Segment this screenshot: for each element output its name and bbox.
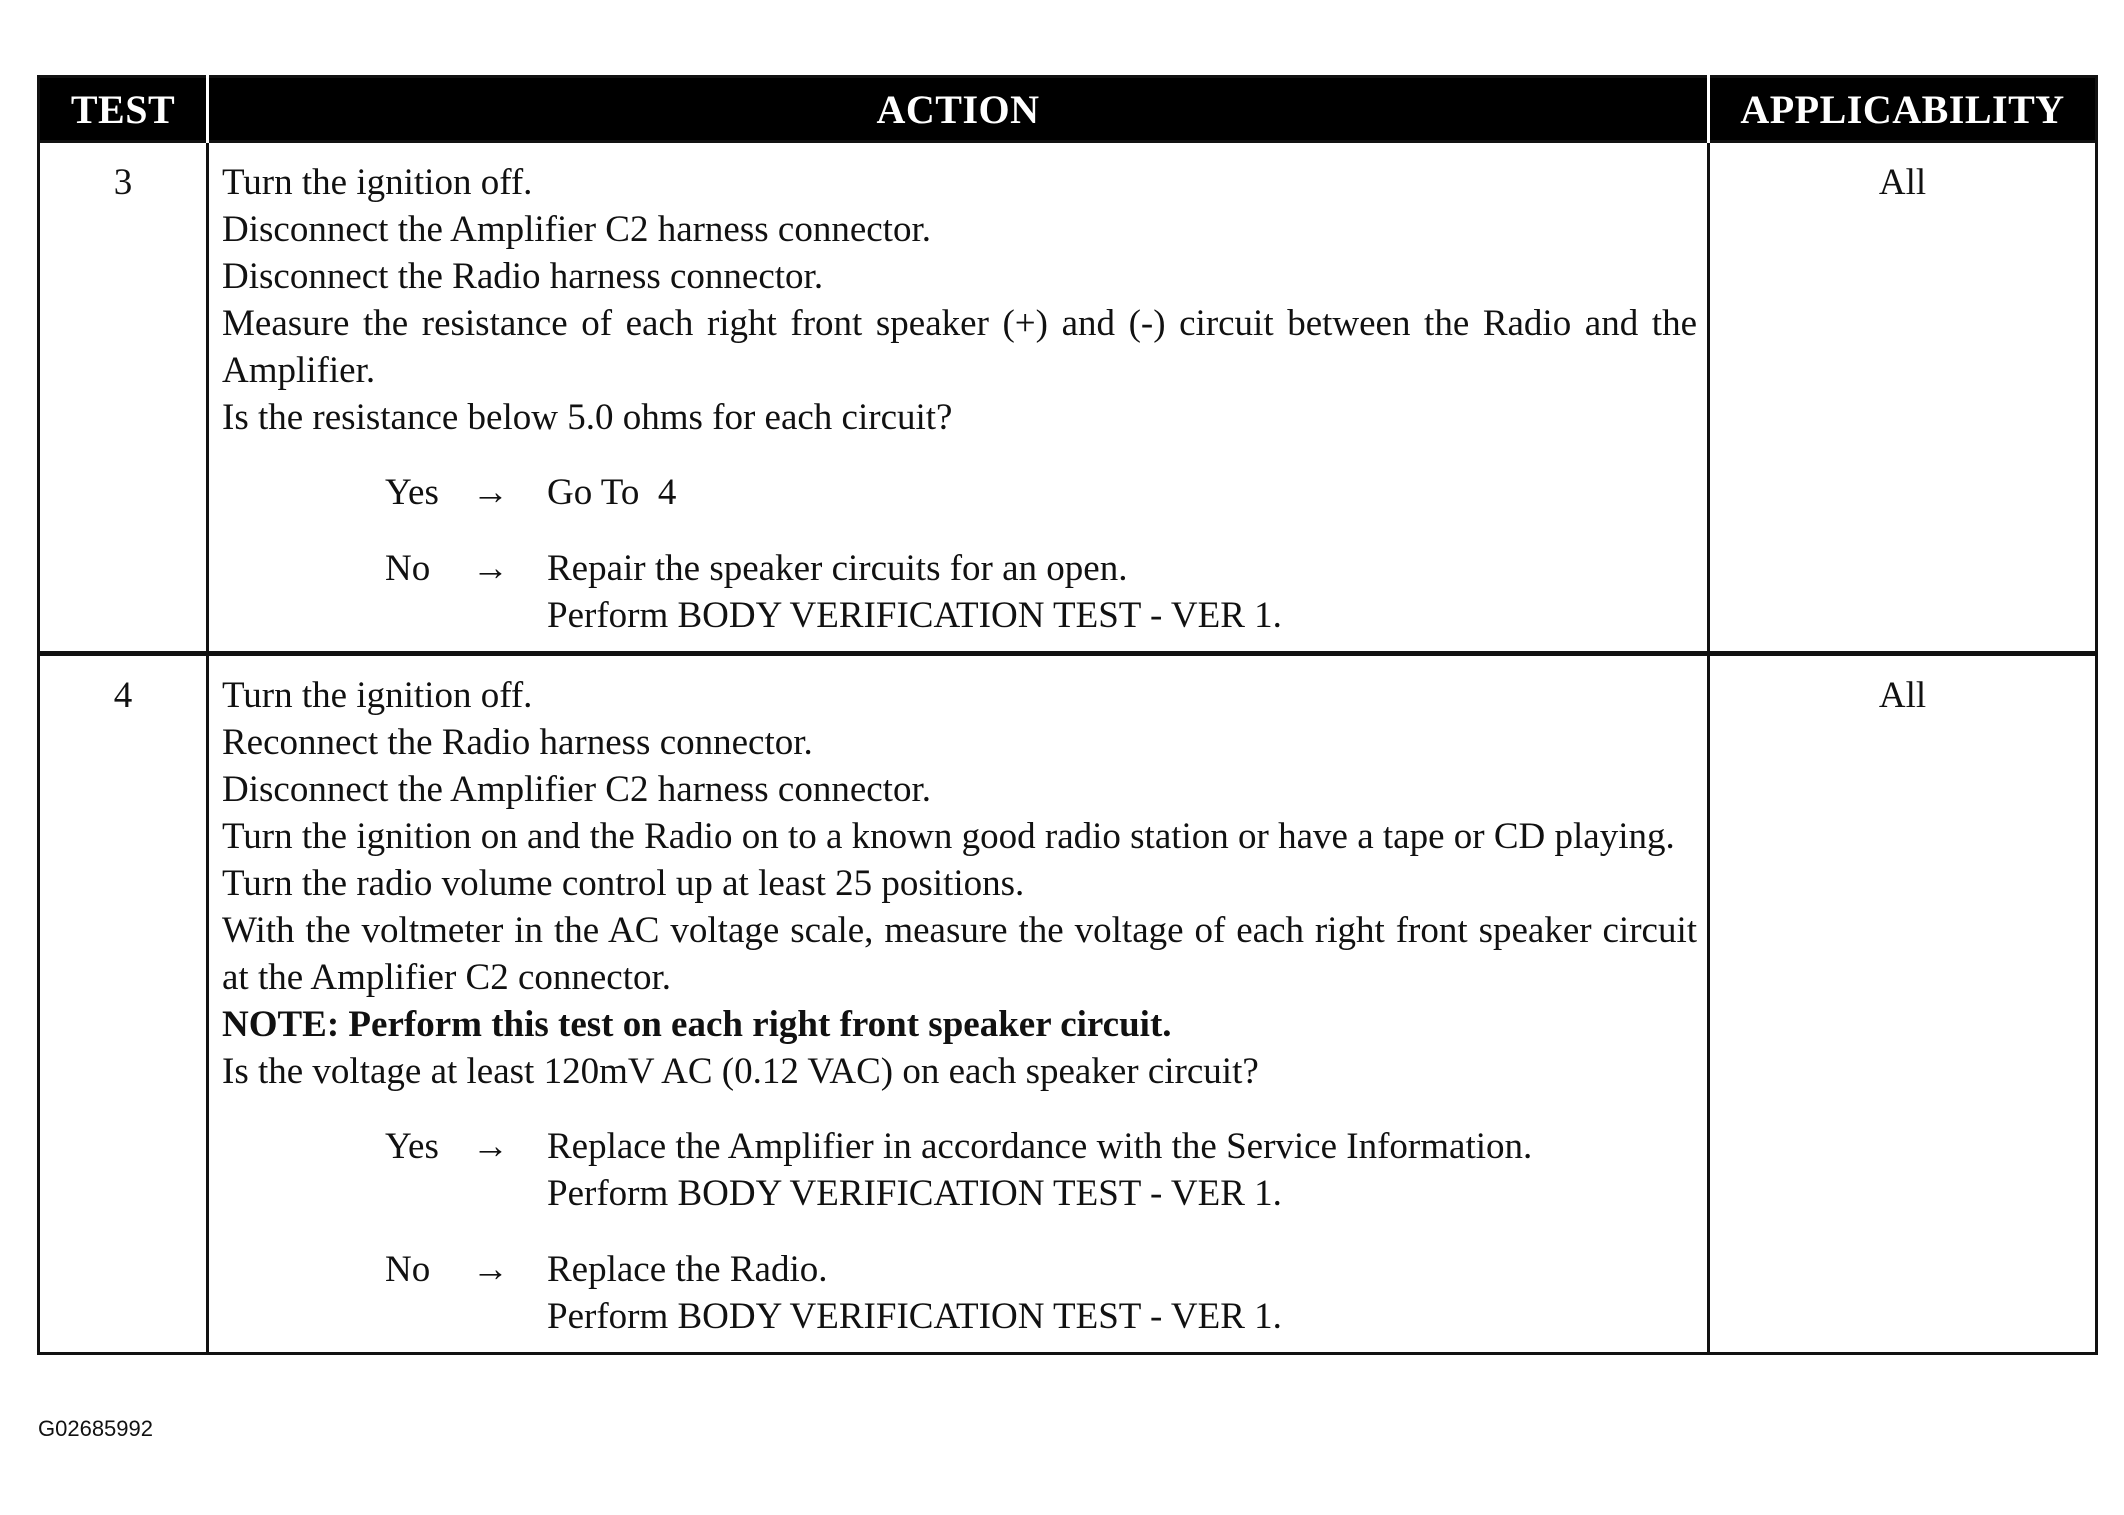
outcome-line: Go To 4: [547, 472, 677, 513]
decision-yes: [222, 469, 1697, 516]
yes-outcome: [547, 469, 1697, 516]
no-outcome: [547, 1246, 1697, 1340]
outcome-line: Repair the speaker circuits for an open.: [547, 548, 1128, 589]
action-step: Turn the ignition off.: [222, 675, 533, 716]
header-applicability: APPLICABILITY: [1709, 77, 2097, 142]
right-arrow-icon: →: [472, 472, 509, 513]
action-step: Measure the resistance of each right front speaker (+) and (-) circuit between the Radio and the Amplifier.: [222, 303, 1697, 391]
action-question: Is the voltage at least 120mV AC (0.12 VAC) on each speaker circuit?: [222, 1051, 1259, 1092]
yes-label: Yes: [385, 472, 439, 513]
action-step: Turn the radio volume control up at least 25 positions.: [222, 863, 1025, 904]
decision-no: [222, 545, 1697, 639]
applicability-value: All: [1709, 142, 2097, 654]
yes-label: Yes: [385, 1126, 439, 1167]
diagnostic-test-table: [37, 75, 2098, 1355]
no-label: No: [385, 548, 431, 589]
no-label: No: [385, 1249, 431, 1290]
table-row-test-4: [39, 654, 2097, 1354]
outcome-line: Replace the Amplifier in accordance with the Service Information.: [547, 1126, 1533, 1167]
outcome-line: Perform BODY VERIFICATION TEST - VER 1.: [547, 1296, 1282, 1337]
action-cell: [208, 654, 1709, 1354]
action-cell: [208, 142, 1709, 654]
header-test: TEST: [39, 77, 208, 142]
action-step: Disconnect the Radio harness connector.: [222, 256, 824, 297]
test-number: 4: [39, 654, 208, 1354]
decision-yes: [222, 1123, 1697, 1217]
action-step: Reconnect the Radio harness connector.: [222, 722, 813, 763]
note-text: NOTE: Perform this test on each right front speaker circuit.: [222, 1004, 1172, 1045]
no-outcome: [547, 545, 1697, 639]
action-question: Is the resistance below 5.0 ohms for each circuit?: [222, 397, 953, 438]
header-action: ACTION: [208, 77, 1709, 142]
applicability-value: All: [1709, 654, 2097, 1354]
action-step: Turn the ignition off.: [222, 162, 533, 203]
table-header: [39, 77, 2097, 142]
action-step: Disconnect the Amplifier C2 harness connector.: [222, 769, 931, 810]
outcome-line: Replace the Radio.: [547, 1249, 828, 1290]
decision-no: [222, 1246, 1697, 1340]
outcome-line: Perform BODY VERIFICATION TEST - VER 1.: [547, 595, 1282, 636]
action-step: With the voltmeter in the AC voltage scale, measure the voltage of each right front speaker circuit at the Amplifier C2 connector.: [222, 910, 1697, 998]
header-row: [39, 77, 2097, 142]
action-step: Turn the ignition on and the Radio on to a known good radio station or have a tape or CD playing.: [222, 816, 1675, 857]
outcome-line: Perform BODY VERIFICATION TEST - VER 1.: [547, 1173, 1282, 1214]
yes-outcome: [547, 1123, 1697, 1217]
right-arrow-icon: →: [472, 548, 509, 589]
right-arrow-icon: →: [472, 1249, 509, 1290]
test-number: 3: [39, 142, 208, 654]
action-step: Disconnect the Amplifier C2 harness connector.: [222, 209, 931, 250]
figure-code: G02685992: [38, 1416, 153, 1441]
right-arrow-icon: →: [472, 1126, 509, 1167]
table-row-test-3: [39, 142, 2097, 654]
